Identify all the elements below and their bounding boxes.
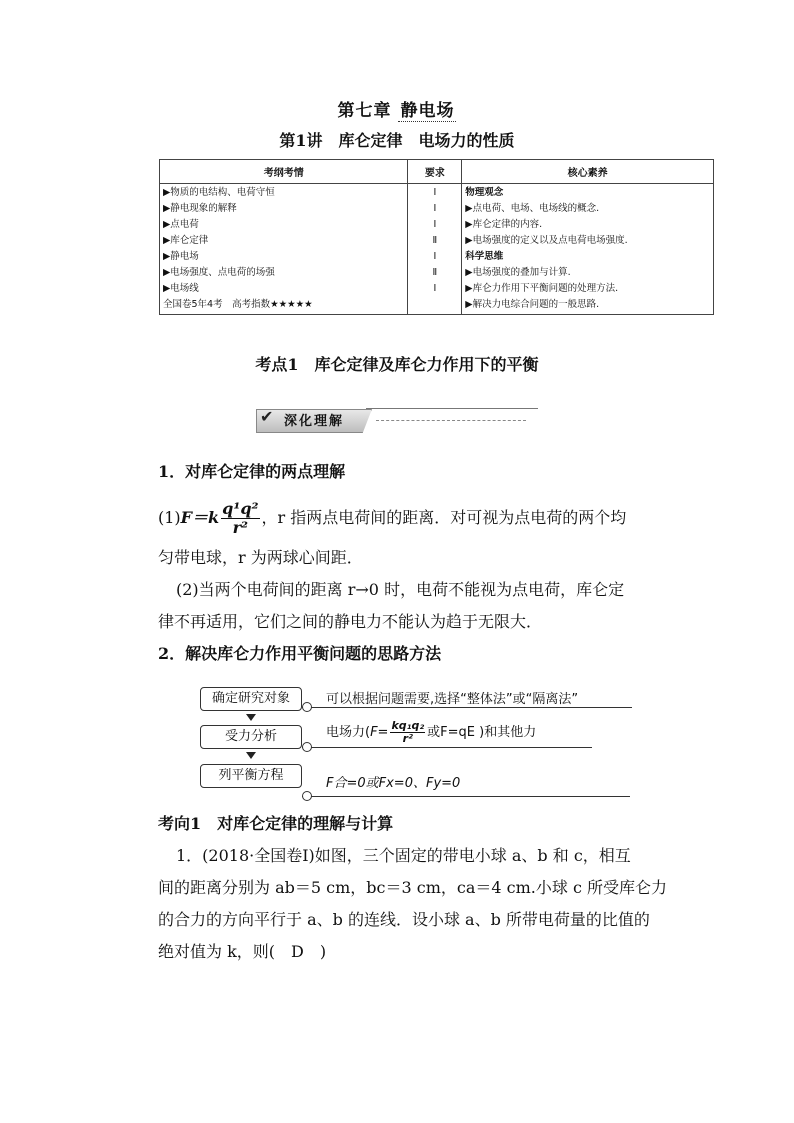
section2-heading: 2．解决库仑力作用平衡问题的思路方法 bbox=[158, 644, 442, 663]
arrow-down-icon bbox=[246, 752, 256, 759]
chapter-title bbox=[0, 96, 794, 121]
p1-eq: ＝k bbox=[192, 508, 220, 527]
requirement-level: Ⅰ bbox=[433, 251, 437, 262]
section1-p1 bbox=[158, 494, 678, 542]
header-literacy: 核心素养 bbox=[462, 160, 714, 184]
literacy-heading: 科学思维 bbox=[465, 251, 504, 262]
requirement-level: Ⅰ bbox=[433, 219, 437, 230]
literacy-item: ▶电场强度的叠加与计算. bbox=[465, 267, 571, 278]
syllabus-items bbox=[160, 184, 408, 315]
lecture-title: 第1讲 库仑定律 电场力的性质 bbox=[279, 131, 515, 150]
question1-line2: 间的距离分别为 ab＝5 cm，bc＝3 cm，ca＝4 cm.小球 c 所受库仑力 bbox=[158, 878, 667, 897]
coulomb-fraction bbox=[221, 500, 259, 537]
table-body-row bbox=[160, 184, 714, 315]
flow-step1-note: 可以根据问题需要,选择“整体法”或“隔离法” bbox=[326, 692, 579, 707]
requirement-level: Ⅰ bbox=[433, 187, 437, 198]
literacy-heading: 物理观念 bbox=[465, 187, 504, 198]
chapter-name: 静电场 bbox=[400, 101, 455, 121]
requirement-level: Ⅱ bbox=[432, 267, 438, 278]
fraction-numerator: kq₁q₂ bbox=[391, 719, 425, 732]
p1-text: ，r 指两点电荷间的距离．对可视为点电荷的两个均 bbox=[261, 508, 627, 527]
check-icon: ✔ bbox=[260, 407, 274, 426]
section-banner bbox=[254, 406, 538, 436]
syllabus-item: ▶点电荷 bbox=[163, 219, 199, 230]
header-requirement: 要求 bbox=[408, 160, 462, 184]
kaodian-title: 考点1 库仑定律及库仑力作用下的平衡 bbox=[255, 355, 539, 374]
exam-frequency: 全国卷5年4考 高考指数★★★★★ bbox=[163, 299, 313, 310]
arrow-down-icon bbox=[246, 714, 256, 721]
section1-p1-line2: 匀带电球，r 为两球心间距． bbox=[158, 548, 363, 567]
flow-step-force-analysis: 受力分析 bbox=[200, 725, 302, 749]
literacy-item: ▶库仑定律的内容. bbox=[465, 219, 543, 230]
literacy-item: ▶电场强度的定义以及点电荷电场强度. bbox=[465, 235, 628, 246]
requirement-level: Ⅰ bbox=[433, 283, 437, 294]
section1-p2-line1: (2)当两个电荷间的距离 r→0 时，电荷不能视为点电荷，库仑定 bbox=[176, 580, 625, 599]
p1-F: F bbox=[180, 508, 193, 527]
header-syllabus: 考纲考情 bbox=[160, 160, 408, 184]
p1-prefix: (1) bbox=[158, 508, 181, 527]
flow-step-identify: 确定研究对象 bbox=[200, 687, 302, 711]
step2-fraction bbox=[390, 720, 425, 745]
literacy-item: ▶解决力电综合问题的一般思路. bbox=[465, 299, 600, 310]
step2-prefix: 电场力( bbox=[326, 725, 371, 740]
syllabus-item: ▶静电现象的解释 bbox=[163, 203, 237, 214]
kaoxiang-heading: 考向1 对库仑定律的理解与计算 bbox=[158, 814, 394, 833]
flow-step-equilibrium: 列平衡方程 bbox=[200, 764, 302, 788]
question1-line3: 的合力的方向平行于 a、b 的连线．设小球 a、b 所带电荷量的比值的 bbox=[158, 910, 650, 929]
literacy-items bbox=[462, 184, 714, 315]
fraction-denominator: r² bbox=[402, 732, 413, 745]
flow-diagram bbox=[200, 684, 640, 800]
flow-step2-note bbox=[326, 720, 536, 745]
table-header-row bbox=[160, 160, 714, 184]
banner-top-line bbox=[366, 408, 538, 409]
fraction-numerator: q¹q² bbox=[222, 499, 259, 518]
banner-label: 深化理解 bbox=[284, 414, 345, 429]
syllabus-item: ▶物质的电结构、电荷守恒 bbox=[163, 187, 275, 198]
banner-dash-line bbox=[376, 420, 526, 421]
requirement-level: Ⅰ bbox=[433, 203, 437, 214]
question1-line1: 1．(2018·全国卷Ⅰ)如图，三个固定的带电小球 a、b 和 c，相互 bbox=[176, 846, 631, 865]
syllabus-item: ▶电场强度、点电荷的场强 bbox=[163, 267, 275, 278]
syllabus-item: ▶电场线 bbox=[163, 283, 199, 294]
syllabus-table bbox=[159, 159, 714, 315]
syllabus-item: ▶静电场 bbox=[163, 251, 199, 262]
requirement-level: Ⅱ bbox=[432, 235, 438, 246]
syllabus-item: ▶库仑定律 bbox=[163, 235, 209, 246]
chapter-prefix: 第七章 bbox=[337, 101, 392, 121]
step2-F: F= bbox=[370, 725, 389, 740]
section1-p2-line2: 律不再适用，它们之间的静电力不能认为趋于无限大． bbox=[158, 612, 543, 631]
fraction-denominator: r² bbox=[232, 518, 249, 537]
literacy-item: ▶点电荷、电场、电场线的概念. bbox=[465, 203, 600, 214]
requirement-levels bbox=[408, 184, 462, 315]
section1-heading: 1．对库仑定律的两点理解 bbox=[158, 462, 346, 481]
step2-suffix: 或F=qE )和其他力 bbox=[427, 725, 537, 740]
question1-line4: 绝对值为 k，则( D ) bbox=[158, 942, 327, 961]
literacy-item: ▶库仑力作用下平衡问题的处理方法. bbox=[465, 283, 619, 294]
flow-step3-note: F合=0或Fx=0、Fy=0 bbox=[326, 776, 461, 791]
